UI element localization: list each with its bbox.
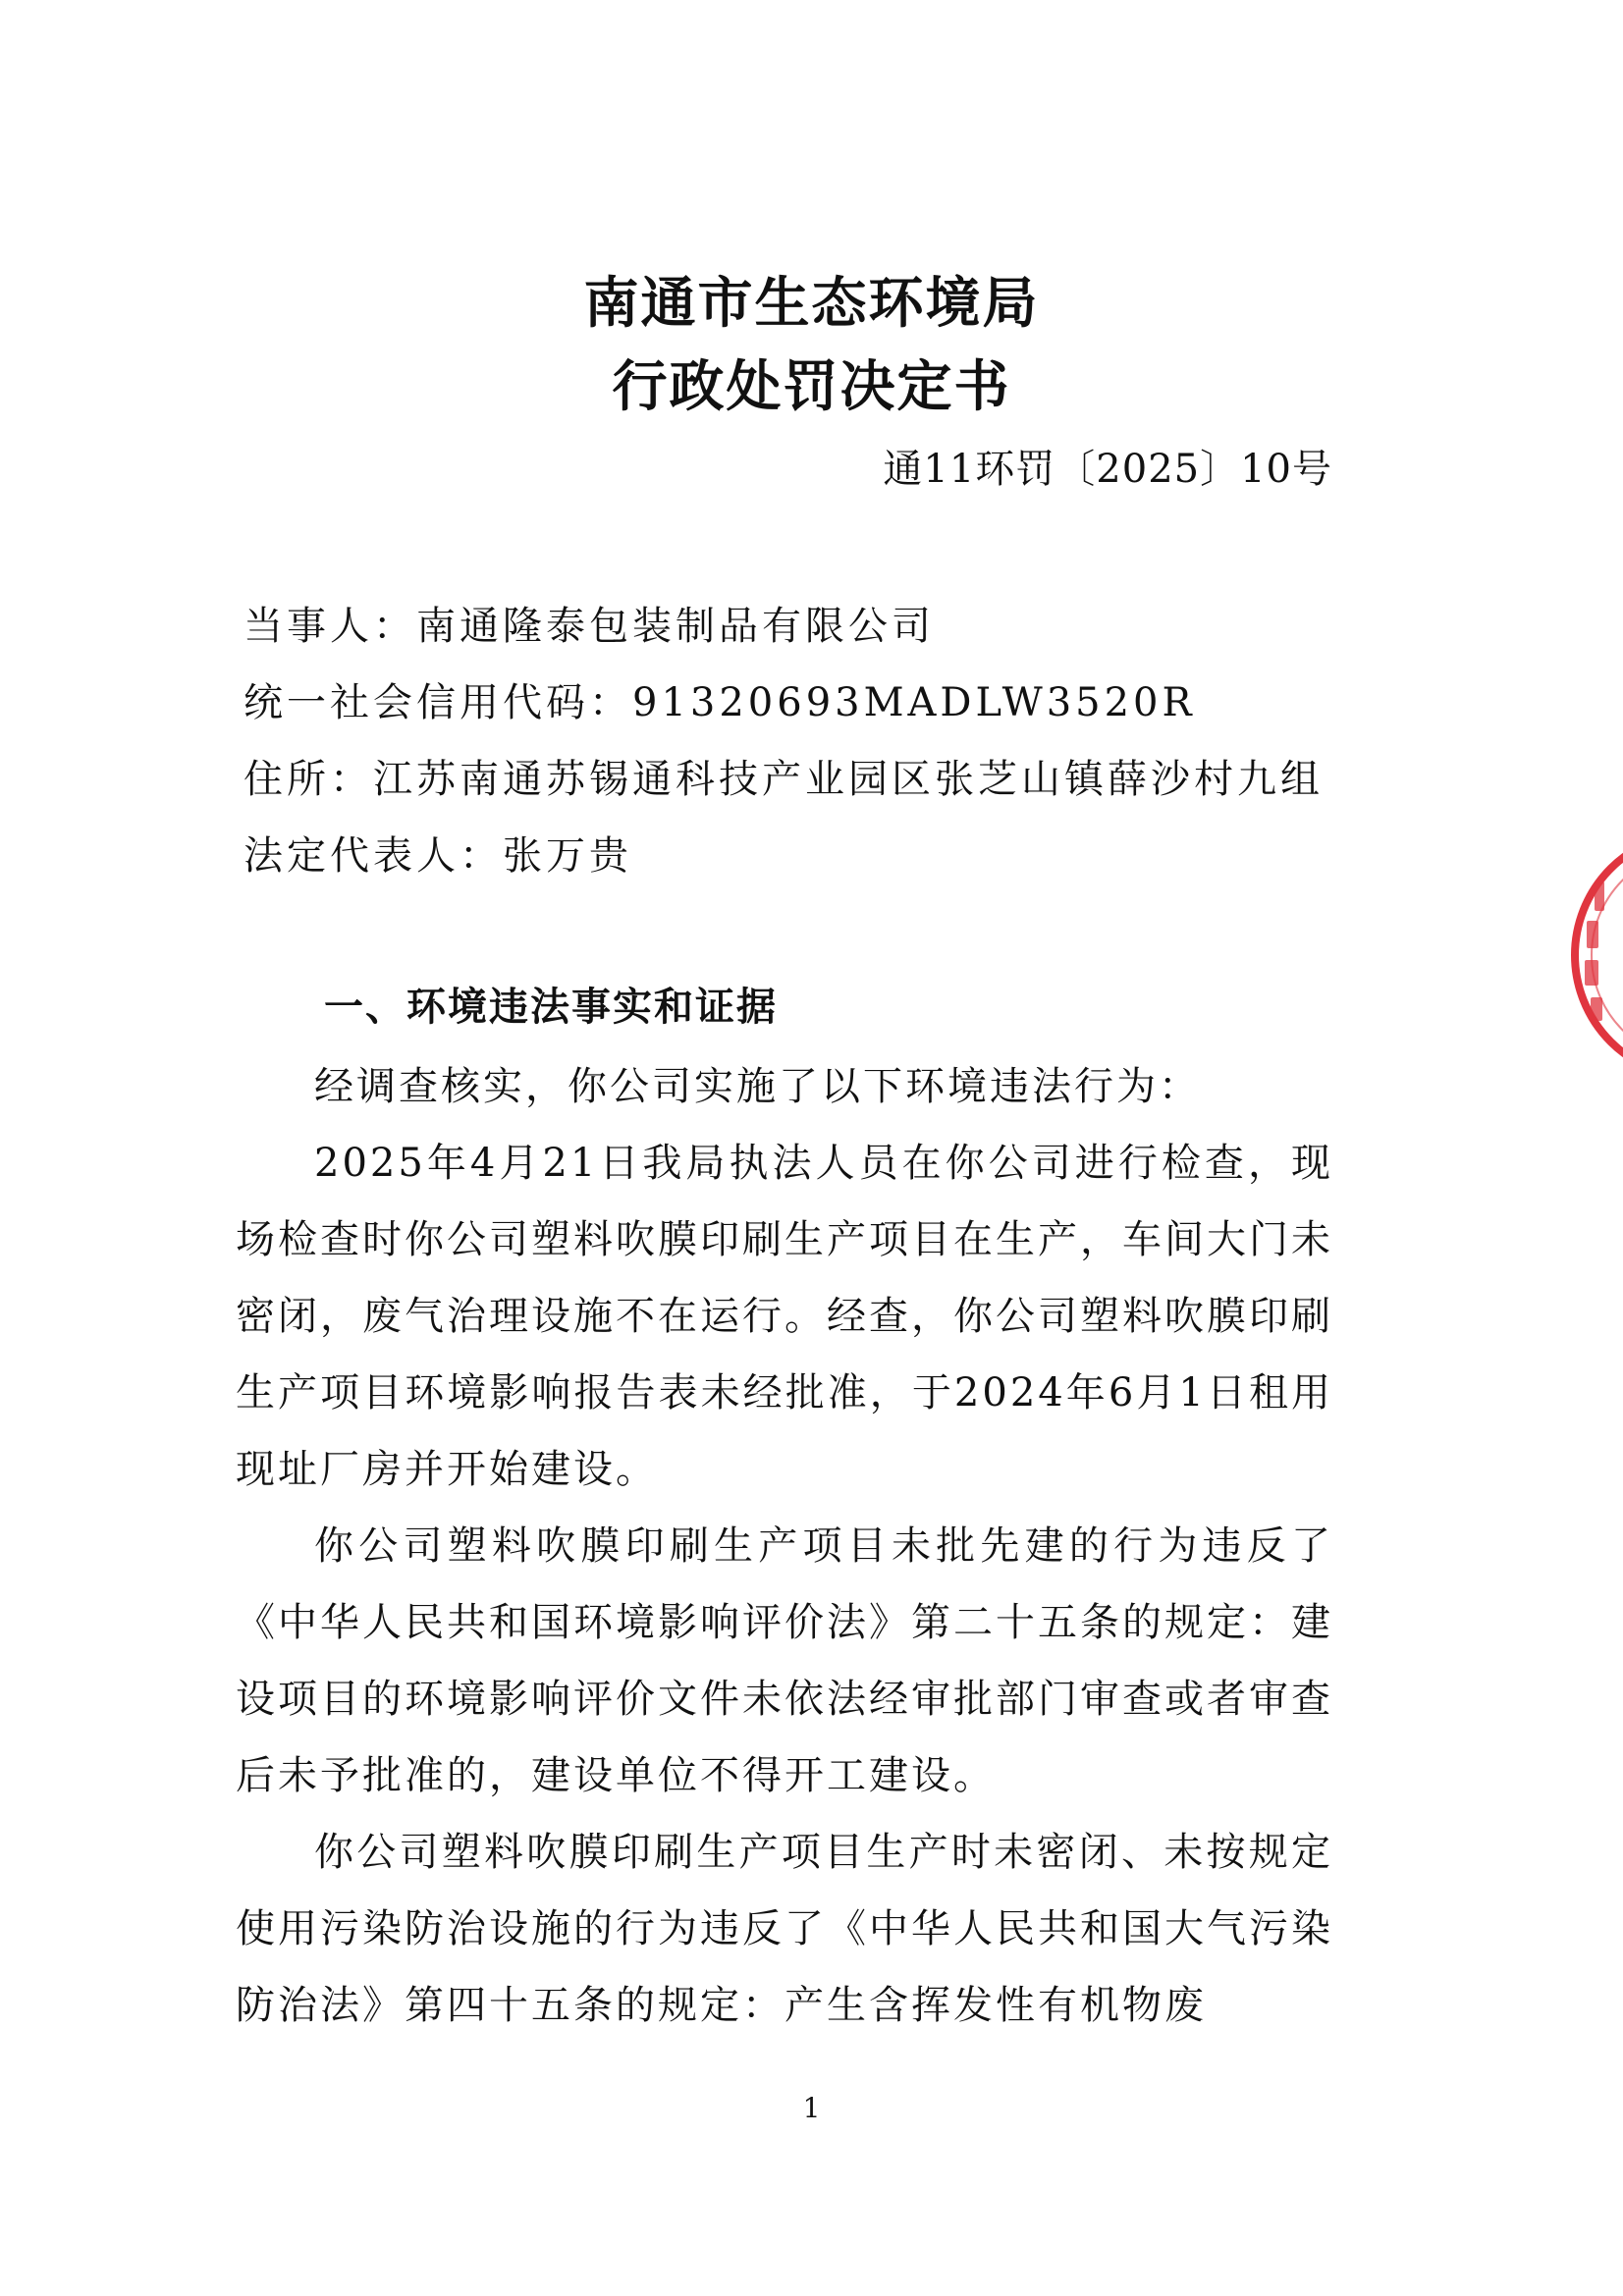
party-address: 住所：江苏南通苏锡通科技产业园区张芝山镇薛沙村九组 (243, 757, 1324, 802)
document-title-type: 行政处罚决定书 (612, 355, 1011, 419)
body-paragraph: 2025年4月21日我局执法人员在你公司进行检查，现场检查时你公司塑料吹膜印刷生产项目在生产，车间大门未密闭，废气治理设施不在运行。经查，你公司塑料吹膜印刷生产项目环境影响报告表未经批准，于2024年6月1日租用现址厂房并开始建设。 (236, 1141, 1333, 1492)
body-paragraph: 经调查核实，你公司实施了以下环境违法行为： (314, 1064, 1201, 1109)
document-number: 通11环罚〔2025〕10号 (883, 447, 1332, 492)
party-credit-code: 统一社会信用代码：91320693MADLW3520R (243, 680, 1196, 725)
section-heading-violation-facts: 一、环境违法事实和证据 (324, 985, 778, 1030)
body-paragraph: 你公司塑料吹膜印刷生产项目未批先建的行为违反了《中华人民共和国环境影响评价法》第二十五条的规定：建设项目的环境影响评价文件未依法经审批部门审查或者审查后未予批准的，建设单位不得开工建设。 (236, 1523, 1333, 1798)
page-number: 1 (802, 2092, 821, 2124)
document-title-agency: 南通市生态环境局 (583, 272, 1040, 336)
body-paragraph: 你公司塑料吹膜印刷生产项目生产时未密闭、未按规定使用污染防治设施的行为违反了《中华人民共和国大气污染防治法》第四十五条的规定：产生含挥发性有机物废 (236, 1830, 1333, 2028)
party-name: 当事人：南通隆泰包装制品有限公司 (243, 604, 935, 649)
official-seal-stamp (1565, 823, 1623, 1088)
party-legal-representative: 法定代表人：张万贵 (243, 833, 632, 879)
